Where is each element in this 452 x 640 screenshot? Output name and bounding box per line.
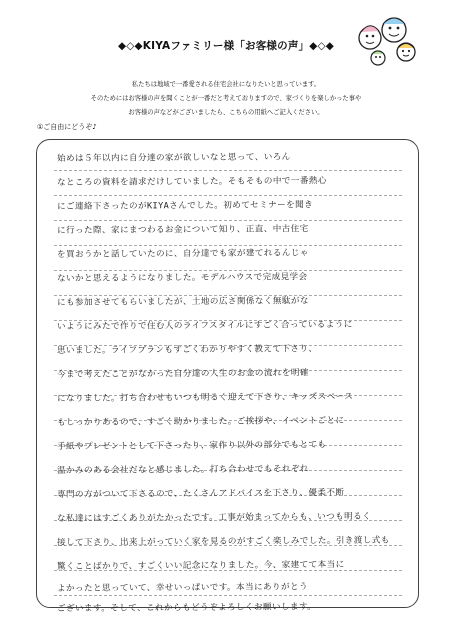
handwriting-line: 始めは５年以内に自分達の家が欲しいなと思って、いろん — [56, 152, 291, 164]
handwriting-line: な私達にはすごくありがたかったです。工事が始まってからも、いつも明るく — [56, 511, 372, 524]
family-mascot-illustration — [356, 14, 418, 68]
handwriting-line: ないかと思えるようになりました。モデルハウスで完成見学会 — [56, 272, 308, 284]
handwriting-line: にご連絡下さったのがKIYAさんでした。初めてセミナーを聞き — [56, 200, 314, 212]
handwriting-line: よかったと思っていて、幸せいっぱいです。本当にありがとう — [56, 582, 308, 594]
intro-line: 私たちは地域で一番愛される住宅会社になりたいと思っています。 — [131, 81, 321, 88]
form-title: ◆◇◆KIYAファミリー様「お客様の声」◆◇◆ — [117, 40, 335, 52]
handwriting-line: なところの資料を請求だけしていました。そもそもの中で一番熱心 — [56, 176, 327, 188]
handwriting-line: いようにみたで作りで住む人のライフスタイルにすごく合っているように — [56, 319, 353, 332]
intro-line: そのためにはお客様の声を聞くことが一番だと考えておりますので、家づくりを楽しかった事や — [90, 95, 362, 102]
handwriting-line: もしっかりあるので、すごく助かりました。ご挨拶や、イベントごとに — [56, 415, 345, 428]
handwriting-line: ございます。そして、これからもどうぞよろしくお願いします。 — [56, 602, 317, 614]
handwriting-line: を買おうかと話していたのに、自分達でも家が建てれるんじゃ — [56, 248, 309, 260]
handwriting-line: 接して下さり、出来上がっていく家を見るのがすごく楽しみでした。引き渡し式も — [56, 535, 390, 548]
intro-text — [0, 78, 452, 120]
handwriting-line: にも参加させてもらいましたが、土地の広さ関係なく無駄がな — [56, 296, 309, 308]
handwriting-line: 専門の方がついて下さるので、たくさんアドバイスを下さり、優柔不断 — [56, 487, 345, 500]
handwriting-line: 手紙やプレゼントとして下さったり、家作り以外の部分でもとても — [56, 440, 327, 452]
handwriting-line: 温かみのある会社だなと感じました。打ち合わせでもそれぞれ — [56, 464, 309, 476]
handwriting-line: になりました。打ち合わせもいつも明るく迎えて下さり、キッズスペース — [56, 391, 354, 404]
handwriting-line: に行った際、家にまつわるお金について知り、正直、中古住宅 — [56, 224, 309, 236]
handwriting-line: 驚くことばかりで、すごくいい記念になりました。今、家建てて本当に — [56, 559, 345, 572]
handwriting-line: 思いました。ライフプランもすごくわかりやすく教えて下さり、 — [56, 344, 318, 356]
free-comment-prompt: ①ご自由にどうぞ♪ — [37, 123, 97, 131]
handwriting-line: 今まで考えたことがなかった自分達の人生のお金の流れを明確 — [56, 368, 309, 380]
intro-line: お客様の声などがございましたら、こちらの用紙へご記入ください。 — [128, 109, 324, 116]
